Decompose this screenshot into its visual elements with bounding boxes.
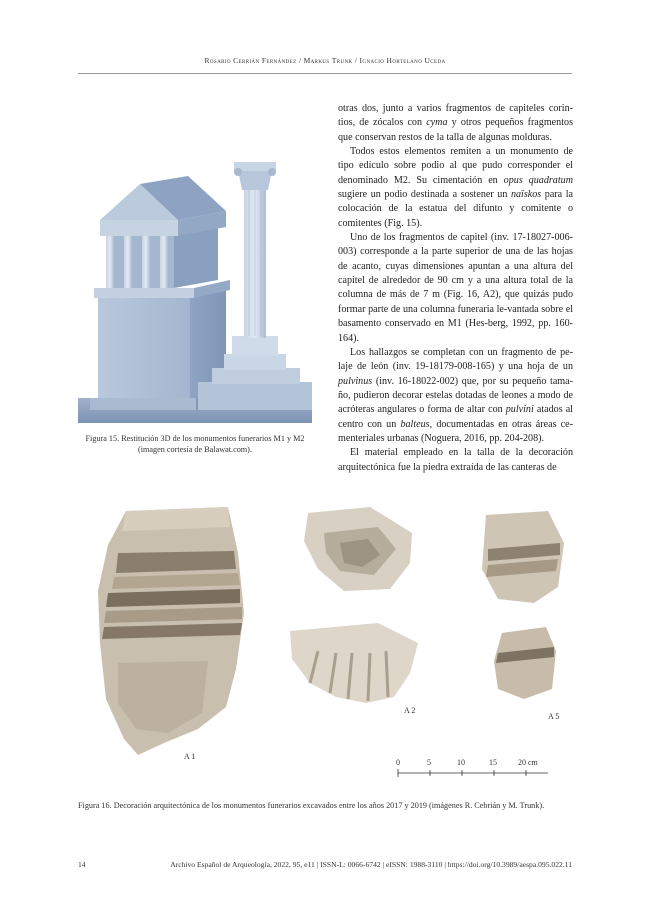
label-a2: A 2 [404,706,416,715]
figure-16-caption: Figura 16. Decoración arquitectónica de los monumentos funerarios excavados entre los años 2017 y 2019 (imágenes R. Cebrián y M. Trunk). [78,801,545,810]
fragment-a5 [494,627,556,699]
scale-tick-0: 0 [396,758,400,767]
running-head: Rosario Cebrián Fernández / Markus Trunk / Ignacio Hortelano Uceda [204,56,446,65]
paragraph-4: Los hallazgos se completan con un fragmento de pe-laje de león (inv. 19-18179-008-165) y una hoja de un pulvinus (inv. 16-18022-002) que, por su pequeño tama-ño, pudieron decorar estelas dotadas de leones a modo de acróteras angulares o forma de altar con pulvini atados al centro con un balteus, documentadas en otras áreas ce-menteriales urbanas (Noguera, 2016, pp. 204-208). [338,346,574,444]
paragraph-1: otras dos, junto a varios fragmentos de capiteles corin-tios, de zócalos con cyma y otros pequeños fragmentos que conservan restos de la talla de algunas molduras. [338,103,573,143]
label-a5: A 5 [548,712,560,721]
figure-16-image [78,493,572,785]
scale-tick-10: 10 [457,758,465,767]
figure-15-caption-line-1: Figura 15. Restitución 3D de los monumentos funerarios M1 y M2 [85,434,305,443]
fragment-top-right [482,511,564,603]
body-text-column [338,102,573,475]
page-number: 14 [78,860,86,869]
paragraph-2: Todos estos elementos remiten a un monumento de tipo edículo sobre podio al que pudo corresponder el denominado M2. Su cimentación en opus quadratum sugiere un podio destinada a sostener un naïskos para la colocación de la estatua del difunto y comitente o comitentes (Fig. 15). [338,146,573,229]
label-a1: A 1 [184,752,196,761]
paragraph-3: Uno de los fragmentos de capitel (inv. 17-18027-006-003) corresponde a la parte superior de una de las hojas de acanto, cuyas dimensiones apuntan a una altura del capitel de alrededor de 90 cm y a una altura total de la columna de más de 7 m (Fig. 16, A2), que quizás pudo formar parte de una columna funeraria le-vantada sobre el basamento conservado en M1 (Hes-berg, 1992, pp. 160-164). [338,232,573,344]
scale-tick-5: 5 [427,758,431,767]
figure-15-image [78,148,312,423]
figure-15-caption-line-2: (imagen cortesía de Balawat.com). [138,445,252,454]
header-rule [78,73,572,74]
scale-tick-15: 15 [489,758,497,767]
paragraph-5: El material empleado en la talla de la decoración arquitectónica fue la piedra extraída de las canteras de [338,447,573,473]
figure-15-caption [78,433,312,455]
journal-citation: Archivo Español de Arqueología, 2022, 95, e11 | ISSN-L: 0066-6742 | eISSN: 1988-3110 | https://doi.org/10.3989/aespa.095.022.11 [170,860,572,869]
scale-tick-20: 20 cm [518,758,538,767]
